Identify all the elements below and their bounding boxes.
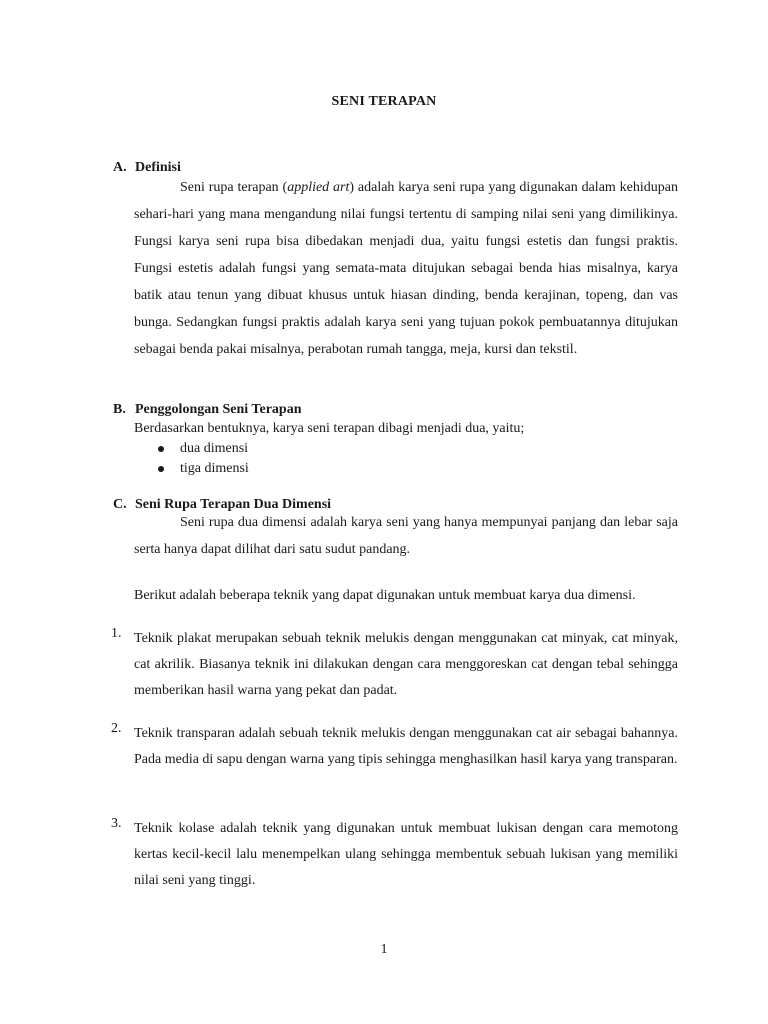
- item-text: Teknik plakat merupakan sebuah teknik melukis dengan menggunakan cat minyak, cat minyak, cat akrilik. Biasanya teknik ini dilakukan dengan cara menggoreskan cat dengan tebal sehingga memberikan hasil warna yang pekat dan padat.: [134, 631, 678, 698]
- bullet-item: [158, 459, 249, 479]
- item-number: 1.: [111, 626, 122, 641]
- section-a-text-start: Seni rupa terapan (: [180, 180, 288, 195]
- bullet-dot-icon: [158, 466, 164, 472]
- section-c-title: Seni Rupa Terapan Dua Dimensi: [135, 497, 332, 512]
- numbered-item-2: [111, 721, 678, 773]
- section-c-paragraph-2: Berikut adalah beberapa teknik yang dapat digunakan untuk membuat karya dua dimensi.: [134, 588, 636, 603]
- numbered-item-1: [111, 626, 678, 704]
- bullet-text: tiga dimensi: [180, 461, 249, 476]
- section-a-italic-term: applied art: [287, 180, 350, 195]
- section-a-title: Definisi: [135, 160, 181, 175]
- section-b-heading: [113, 402, 302, 418]
- item-text: Teknik transparan adalah sebuah teknik melukis dengan menggunakan cat air sebagai bahannya. Pada media di sapu dengan warna yang tipis sehingga menghasilkan hasil karya yang transparan.: [134, 726, 678, 767]
- section-a-text-rest: ) adalah karya seni rupa yang digunakan dalam kehidupan sehari-hari yang mana mengandung nilai fungsi tertentu di samping nilai seni yang dimilikinya. Fungsi karya seni rupa bisa dibedakan menjadi dua, yaitu fungsi estetis dan fungsi praktis. Fungsi estetis adalah fungsi yang semata-mata ditujukan sebagai benda hias misalnya, karya batik atau tenun yang dibuat khusus untuk hiasan dinding, benda kerajinan, topeng, dan vas bunga. Sedangkan fungsi praktis adalah karya seni yang tujuan pokok pembuatannya ditujukan sebagai benda pakai misalnya, perabotan rumah tangga, meja, kursi dan tekstil.: [134, 180, 678, 357]
- section-b-bullet-list: [158, 439, 249, 479]
- section-b-intro: Berdasarkan bentuknya, karya seni terapan dibagi menjadi dua, yaitu;: [134, 421, 525, 436]
- item-text: Teknik kolase adalah teknik yang digunakan untuk membuat lukisan dengan cara memotong kertas kecil-kecil lalu menempelkan ulang sehingga membentuk sebuah lukisan yang memiliki nilai seni yang tinggi.: [134, 821, 678, 888]
- document-title: SENI TERAPAN: [331, 94, 437, 109]
- section-c-letter: C.: [113, 497, 127, 512]
- section-a-paragraph: [134, 174, 678, 363]
- bullet-item: [158, 439, 249, 459]
- section-a-letter: A.: [113, 160, 127, 175]
- page-number: 1: [380, 942, 388, 957]
- bullet-text: dua dimensi: [180, 441, 249, 456]
- item-number: 3.: [111, 816, 122, 831]
- item-number: 2.: [111, 721, 122, 736]
- numbered-item-3: [111, 816, 678, 894]
- section-c-paragraph-1: Seni rupa dua dimensi adalah karya seni yang hanya mempunyai panjang dan lebar saja serta hanya dapat dilihat dari satu sudut pandang.: [134, 515, 678, 557]
- section-b-title: Penggolongan Seni Terapan: [135, 402, 302, 417]
- section-b-letter: B.: [113, 402, 126, 417]
- bullet-dot-icon: [158, 446, 164, 452]
